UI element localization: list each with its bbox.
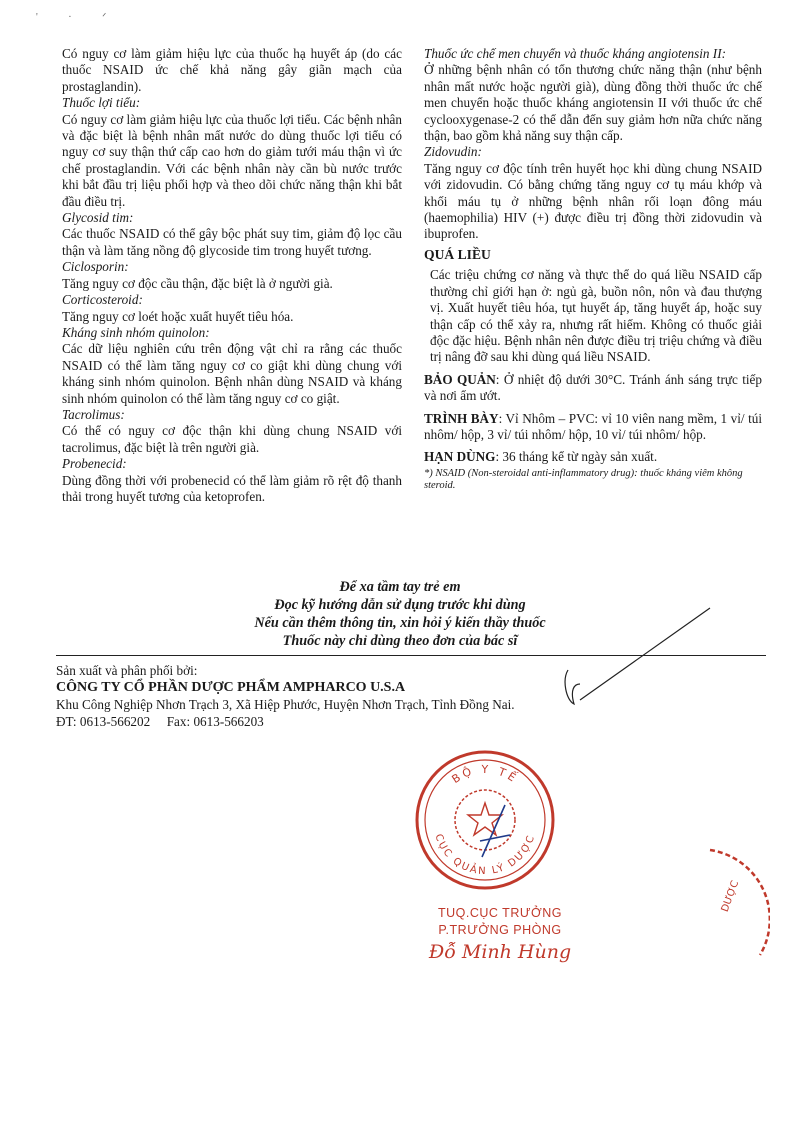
storage-section [424, 372, 762, 405]
overdose-heading: QUÁ LIỀU [424, 246, 491, 262]
storage-text: : Ở nhiệt độ dưới 30°C. Tránh ánh sáng trực tiếp và nơi ẩm ướt. [424, 371, 762, 404]
warning-line: Nếu cần thêm thông tin, xin hỏi ý kiến thầy thuốc [254, 615, 546, 631]
company-name: CÔNG TY CỔ PHẦN DƯỢC PHẨM AMPHARCO U.S.A [56, 680, 406, 695]
footnote: *) NSAID (Non-steroidal anti-inflammatory drug): thuốc kháng viêm không steroid. [424, 467, 743, 492]
left-column [62, 46, 402, 505]
presentation-text: : Vỉ Nhôm – PVC: vỉ 10 viên nang mềm, 1 vỉ/ túi nhôm/ hộp, 3 vỉ/ túi nhôm/ hộp, 10 vỉ/ túi nhôm/ hộp. [424, 410, 763, 442]
paragraph: Có nguy cơ làm giảm hiệu lực của thuốc hạ huyết áp (do các thuốc NSAID ức chế khả năng gây giãn mạch của prostaglandin). [62, 46, 402, 94]
section-heading: Thuốc lợi tiểu: [62, 95, 141, 111]
section-heading: Corticosteroid: [62, 292, 143, 308]
signature-block [420, 905, 580, 965]
section-heading: Probenecid: [62, 456, 127, 472]
section-heading: Glycosid tim: [62, 210, 134, 226]
presentation-label: TRÌNH BÀY [424, 410, 499, 426]
scan-marks: ' · ᐟ [36, 12, 121, 23]
signatory-name: Đỗ Minh Hùng [428, 941, 572, 963]
paragraph: Tăng nguy cơ độc cầu thận, đặc biệt là ở người già. [62, 275, 333, 291]
section-heading: Zidovudin: [424, 144, 482, 160]
section-heading: Ciclosporin: [62, 259, 129, 275]
manufacturer-intro: Sản xuất và phân phối bởi: [56, 663, 198, 678]
stamp-top-text: BỘ Y TẾ [449, 762, 521, 786]
paragraph: Có nguy cơ làm giảm hiệu lực của thuốc lợi tiểu. Các bệnh nhân và đặc biệt là bệnh nhân mất nước do dùng thuốc lợi tiểu có nguy cơ suy thận thứ cấp cao hơn do giảm tưới máu thận vì ức chế prostaglandin. Với các bệnh nhân này cần bù nước trước khi bắt đầu trị liệu phối hợp và theo dõi chức năng thận khi bắt đầu điều trị. [62, 111, 402, 209]
paragraph: Dùng đồng thời với probenecid có thể làm giảm rõ rệt độ thanh thải trong huyết tương của ketoprofen. [62, 472, 402, 504]
expiry-label: HẠN DÙNG [424, 449, 496, 465]
official-stamp [410, 745, 560, 895]
manufacturer-block [56, 662, 656, 730]
expiry-section [424, 449, 762, 465]
svg-text:BỘ Y TẾ [450, 763, 522, 786]
storage-label: BẢO QUẢN [424, 371, 496, 387]
seal-text: DƯỢC [719, 879, 742, 914]
paragraph: Các dữ liệu nghiên cứu trên động vật chỉ ra rằng các thuốc NSAID có thể làm tăng nguy cơ co giật khi dùng chung với kháng sinh nhóm quinolon. Bệnh nhân dùng NSAID và kháng sinh nhóm quinolon có thể làm tăng nguy cơ co giật. [62, 341, 402, 406]
stamp-bottom-text: CỤC QUẢN LÝ DƯỢC [432, 832, 538, 878]
section-heading: Kháng sinh nhóm quinolon: [62, 324, 210, 340]
warning-line: Để xa tầm tay trẻ em [339, 579, 461, 595]
signature-line-1: TUQ.CỤC TRƯỞNG [438, 906, 562, 920]
right-flow [424, 46, 762, 366]
company-phone: ĐT: 0613-566202 Fax: 0613-566203 [56, 714, 264, 729]
warning-line: Thuốc này chỉ dùng theo đơn của bác sĩ [282, 633, 518, 649]
partial-seal [700, 845, 770, 965]
presentation-section [424, 411, 762, 444]
section-heading: Thuốc ức chế men chuyển và thuốc kháng angiotensin II: [424, 46, 726, 61]
paragraph: Tăng nguy cơ loét hoặc xuất huyết tiêu hóa. [62, 308, 294, 324]
right-column [424, 46, 762, 493]
paragraph: Các thuốc NSAID có thể gây bộc phát suy tim, giảm độ lọc cầu thận và làm tăng nồng độ glycoside tim trong huyết tương. [62, 226, 402, 258]
signature-line-2: P.TRƯỞNG PHÒNG [438, 923, 562, 937]
paragraph: Tăng nguy cơ độc tính trên huyết học khi dùng chung NSAID với zidovudin. Có bằng chứng tăng nguy cơ tụ máu khớp và khối máu tụ ở những bệnh nhân rối loạn đông máu (haemophilia) HIV (+) được điều trị đồng thời zidovudin và ibuprofen. [424, 160, 762, 242]
paragraph: Có thể có nguy cơ độc thận khi dùng chung NSAID với tacrolimus, đặc biệt là trên người già. [62, 423, 402, 455]
expiry-text: : 36 tháng kể từ ngày sản xuất. [495, 449, 658, 465]
company-address: Khu Công Nghiệp Nhơn Trạch 3, Xã Hiệp Phước, Huyện Nhơn Trạch, Tỉnh Đồng Nai. [56, 697, 515, 712]
warning-line: Đọc kỹ hướng dẫn sử dụng trước khi dùng [274, 597, 526, 613]
paragraph: Ở những bệnh nhân có tổn thương chức năng thận (như bệnh nhân mất nước hoặc người già), dùng đồng thời thuốc ức chế men chuyển hoặc thuốc kháng angiotensin II với thuốc ức chế cyclooxygenase-2 có thể dẫn đến suy giảm hơn nữa chức năng thận, bao gồm khả năng suy thận cấp. [424, 62, 762, 144]
section-heading: Tacrolimus: [62, 406, 125, 422]
paragraph: Các triệu chứng cơ năng và thực thể do quá liều NSAID cấp thường chỉ giới hạn ở: ngủ gà, buồn nôn, nôn và đau thượng vị. Xuất huyết tiêu hóa, tụt huyết áp, tăng huyết áp, hoặc suy thận cấp có thể xảy ra, nhưng rất hiếm. Không có thuốc giải độc đặc hiệu. Bệnh nhân nên được điều trị triệu chứng và điều trị nâng đỡ sau khi dùng quá liều NSAID. [430, 267, 762, 365]
